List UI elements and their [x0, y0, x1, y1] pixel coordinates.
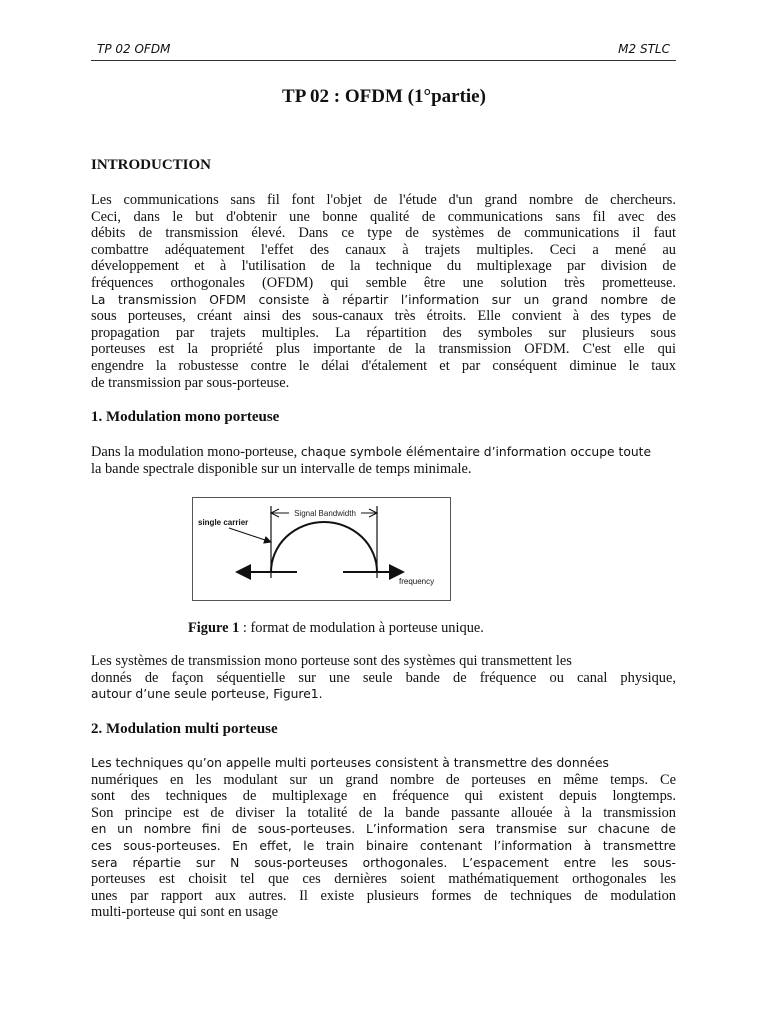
section2-line: Son principe est de diviser la totalité de la bande passante allouée à la transmission	[91, 804, 676, 821]
intro-line: combattre adéquatement l'effet des canaux à trajets multiples. Ceci a mené au	[91, 241, 676, 258]
single-carrier-spectrum-diagram	[193, 498, 450, 600]
page-header	[91, 40, 676, 61]
single-carrier-label: single carrier	[198, 518, 249, 527]
section2-line: multi-porteuse qui sont en usage	[91, 904, 279, 921]
section2-heading: 2. Modulation multi porteuse	[91, 721, 278, 737]
intro-line: développement et à l'utilisation de la technique du multiplexage par division de	[91, 258, 676, 275]
section2-line: porteuses est choisit tel que ces dernières soient mathématiquement orthogonales les	[91, 871, 676, 888]
frequency-label: frequency	[399, 577, 435, 586]
page-title: TP 02 : OFDM (1°partie)	[282, 86, 486, 107]
section2-paragraph	[91, 755, 676, 921]
section2-line: en un nombre fini de sous-porteuses. L’information sera transmise sur chacune de	[91, 822, 676, 837]
section1-line-rest: chaque symbole élémentaire d’information occupe toute	[300, 445, 652, 459]
figure-single-carrier	[192, 497, 451, 601]
header-right: M2 STLC	[618, 42, 670, 56]
intro-line: sous porteuses, créant ainsi des sous-canaux très étroits. Elle convient à des types de	[91, 308, 676, 325]
section2-line: sont des techniques de multiplexage en fréquence qui existent depuis longtemps.	[91, 788, 676, 805]
single-carrier-pointer	[229, 528, 271, 542]
intro-line: débits de transmission élevé. Dans ce type de systèmes de communications il faut	[91, 225, 676, 242]
figure-caption	[188, 620, 484, 637]
intro-line: Ceci, dans le but d'obtenir une bonne qualité de communications sans fil avec des	[91, 208, 676, 225]
intro-line: Les communications sans fil font l'objet de l'étude d'un grand nombre de chercheurs.	[91, 192, 676, 208]
section1-p2-line: donnés de façon séquentielle sur une seule bande de fréquence ou canal physique,	[91, 669, 676, 686]
section1-line	[91, 444, 676, 461]
section2-line: ces sous-porteuses. En effet, le train binaire contenant l’information à transmettre	[91, 838, 676, 853]
intro-line: propagation par trajets multiples. La répartition des symboles sur plusieurs sous	[91, 324, 676, 341]
section2-line: sera répartie sur N sous-porteuses orthogonales. L’espacement entre les sous-	[91, 855, 676, 870]
figure-caption-text: : format de modulation à porteuse unique.	[239, 620, 484, 636]
section1-p2-line: Les systèmes de transmission mono porteuse sont des systèmes qui transmettent les	[91, 653, 572, 669]
figure-caption-label: Figure 1	[188, 620, 240, 636]
section1-line: la bande spectrale disponible sur un intervalle de temps minimale.	[91, 460, 472, 477]
section1-heading: 1. Modulation mono porteuse	[91, 409, 280, 425]
carrier-spectrum-curve	[271, 522, 377, 572]
section1-paragraph2	[91, 653, 676, 703]
intro-paragraph	[91, 192, 676, 391]
intro-line: engendre la robustesse contre le délai d'étalement et par conséquent diminue le taux	[91, 357, 676, 374]
intro-line: porteuses est la propriété plus importante de la transmission OFDM. C'est elle qui	[91, 341, 676, 358]
section2-line: Les techniques qu’on appelle multi porteuses consistent à transmettre des données	[91, 756, 609, 770]
intro-line: de transmission par sous-porteuse.	[91, 374, 290, 391]
section2-line: unes par rapport aux autres. Il existe plusieurs formes de techniques de modulation	[91, 887, 676, 904]
section1-line-start: Dans la modulation mono-porteuse,	[91, 444, 301, 460]
section1-p2-line: autour d’une seule porteuse, Figure1.	[91, 687, 323, 702]
header-left: TP 02 OFDM	[97, 42, 171, 56]
intro-line: fréquences orthogonales (OFDM) qui semble être une solution très prometteuse.	[91, 274, 676, 291]
section2-line: numériques en les modulant sur un grand nombre de porteuses en même temps. Ce	[91, 771, 676, 788]
section1-paragraph1	[91, 444, 676, 477]
signal-bandwidth-label: Signal Bandwidth	[294, 509, 356, 518]
intro-heading: INTRODUCTION	[91, 157, 212, 173]
intro-line: La transmission OFDM consiste à répartir l’information sur un grand nombre de	[91, 292, 676, 307]
